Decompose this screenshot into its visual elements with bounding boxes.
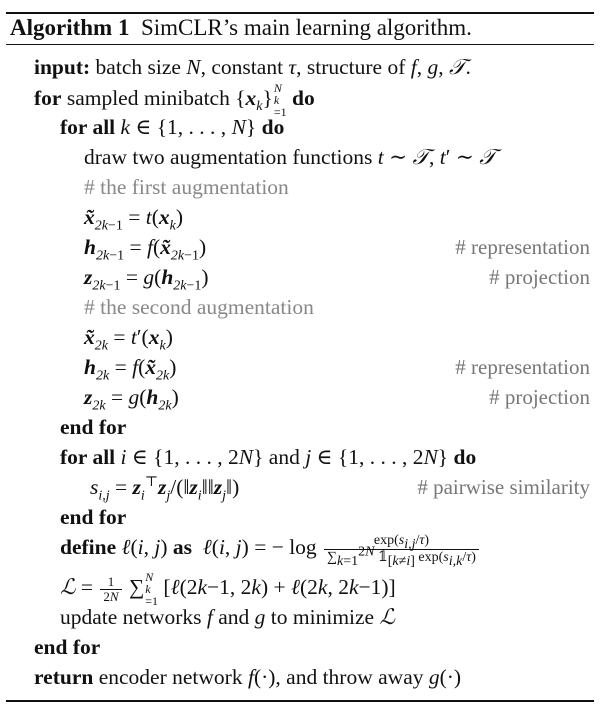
line-draw: draw two augmentation functions t ∼ 𝒯, t′ ∼ 𝒯 [84,145,496,169]
line-forall-k: for all k ∈ {1, . . . , N} do [60,115,285,139]
line-input: input: batch size N, constant τ, structure of f, g, 𝒯. [34,55,471,79]
caption-rule [6,44,594,45]
line-define-loss: define ℓ(i, j) as ℓ(i, j) = − log $\frac{\exp(s_{i,j}/\tau)}{\sum_{k=1}^{2N} 𝟙_{[k\ne i]} \exp(s_{i,k}/\tau)}$ [60,528,481,566]
comment-projection-1: # projection [489,265,590,289]
line-h-2k-1: $h_{2k-1}$ = $f(x̃_{2k-1})$ [84,235,207,264]
algorithm-caption [10,14,472,42]
comment-second-augmentation: # the second augmentation [84,295,314,319]
line-total-loss: ℒ = $\frac{1}{2N}$ ∑ N k =1 [ℓ(2k−1, 2k) + ℓ(2k, 2k−1)] [60,570,396,609]
bottom-rule [6,700,594,702]
loss-fraction: $\frac{\exp(s_{i,j}/\tau)}{\sum_{k=1}^{2N} 𝟙_{[k\ne i]} \exp(s_{i,k}/\tau)}$ [324,533,479,566]
line-x-2k: $x̃_{2k} = t'(x_k)$ [84,325,173,354]
algorithm-title: SimCLR’s main learning algorithm. [140,15,472,40]
line-update: update networks f and g to minimize ℒ [60,605,395,629]
line-similarity: $s_{i,j}$ = $z_i^⊤z_j/(‖z_i‖‖z_j‖)$ [90,474,240,504]
line-z-2k-1: $z_{2k-1} = g(h_{2k-1})$ [84,265,209,294]
comment-representation-1: # representation [455,235,590,259]
line-h-2k: $h_{2k}$ = $f(x̃_{2k})$ [84,355,177,384]
line-x-2k-1: $x̃_{2k-1} = t(x_k)$ [84,205,184,234]
line-end-for-outer: end for [34,635,101,659]
comment-first-augmentation: # the first augmentation [84,175,289,199]
comment-pairwise-similarity: # pairwise similarity [417,475,590,499]
total-loss-fraction: $\frac{1}{2N}$ [100,575,121,604]
line-return: return encoder network f(·), and throw away g(·) [34,665,462,689]
line-for-minibatch: for sampled minibatch $\{x_k\}$ N k =1 do [34,81,315,119]
line-end-for-inner-2: end for [60,505,127,529]
comment-representation-2: # representation [455,355,590,379]
algorithm-label: Algorithm 1 [10,15,130,40]
line-forall-ij: for all i ∈ {1, . . . , 2N} and j ∈ {1, . . . , 2N} do [60,445,477,469]
comment-projection-2: # projection [489,385,590,409]
line-z-2k: $z_{2k} = g(h_{2k})$ [84,385,179,414]
line-end-for-inner-1: end for [60,415,127,439]
